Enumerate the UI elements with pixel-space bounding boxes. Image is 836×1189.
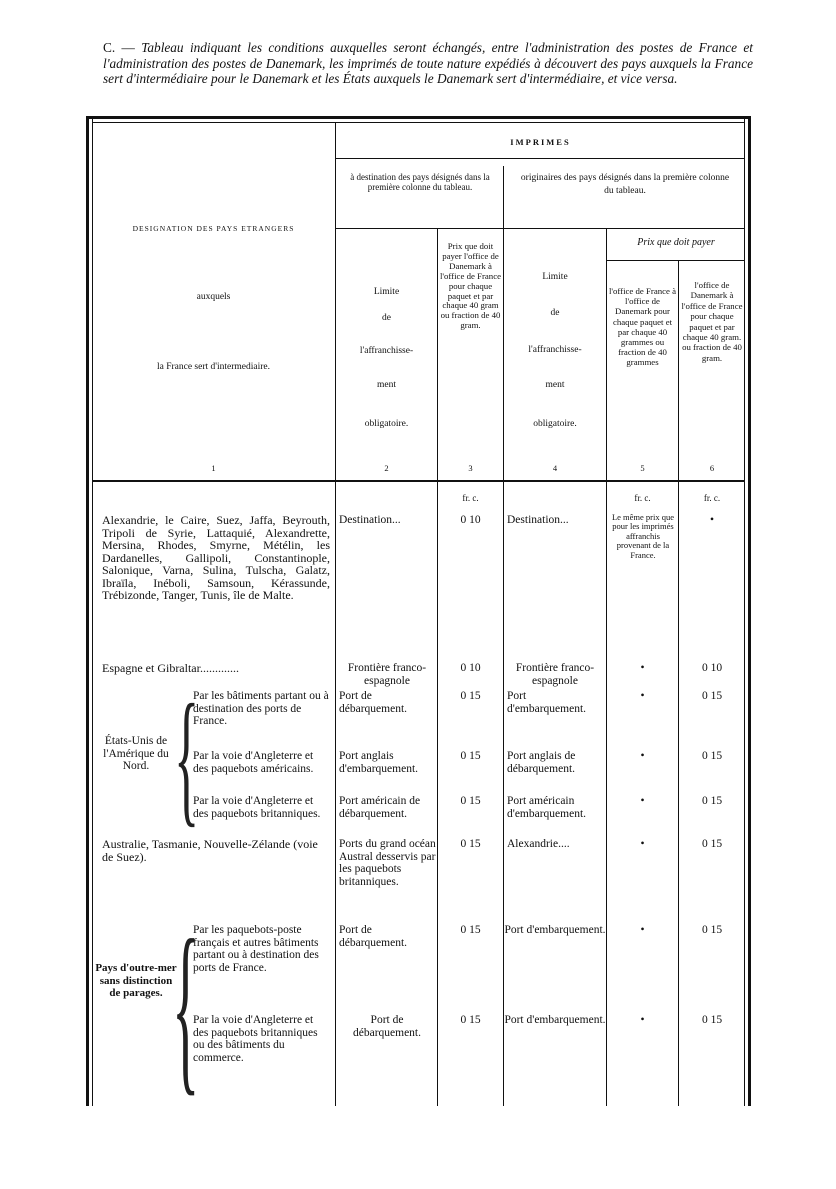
header-col2-line: l'affranchisse- xyxy=(359,346,414,356)
row-limite-origine: Alexandrie.... xyxy=(507,838,570,850)
header-col1-sub: la France sert d'intermediaire. xyxy=(156,362,271,372)
row-limite-origine: Port américain d'embarquement. xyxy=(507,795,587,820)
unit-col3: fr. c. xyxy=(462,493,479,503)
row-prix-col6: 0 15 xyxy=(701,924,723,936)
row-limite-destination: Port de débarquement. xyxy=(352,1014,421,1039)
row-prix-col6: 0 15 xyxy=(701,1014,723,1026)
table-caption xyxy=(103,40,753,87)
row-sub-label: Par la voie d'Angleterre et des paquebots britanniques. xyxy=(193,795,321,820)
row-limite-origine: Port d'embarquement. xyxy=(507,690,587,715)
col-sep-3 xyxy=(503,166,504,1106)
header-col4-line: l'affranchisse- xyxy=(528,345,582,355)
row-prix-col5: • xyxy=(640,838,645,850)
table-border-right xyxy=(748,116,751,1106)
row-prix-col5: • xyxy=(640,750,645,762)
row-country: Australie, Tasmanie, Nouvelle-Zélande (voie de Suez). xyxy=(102,837,318,864)
col-sep-1 xyxy=(335,122,336,1106)
row-prix-col3: 0 15 xyxy=(460,838,481,850)
header-line-prix xyxy=(607,260,745,261)
row-country: Alexandrie, le Caire, Suez, Jaffa, Beyrouth, Tripoli de Syrie, Lattaquié, Alexandrette, Mersina, Rhodes, Smyrne, Métélin, les Dardanelles, Gallipoli, Constantinople, Salonique, Varna, Sulina, Tulscha, Galatz, Ibraïla, Inéboli, Samsoun, Kérassunde, Trébizonde, Tanger, Tunis, île de Malte. xyxy=(102,513,330,602)
table-border-right-inner xyxy=(744,116,745,1106)
header-col1-num: 1 xyxy=(211,463,216,473)
row-limite-destination: Port américain de débarquement. xyxy=(339,795,421,820)
header-col2-line: Limite xyxy=(373,287,400,297)
brace-left: { xyxy=(172,902,200,1112)
table-border-left xyxy=(86,116,89,1106)
brace-left: { xyxy=(174,674,200,840)
row-prix-col3: 0 10 xyxy=(460,514,481,526)
row-prix-col3: 0 15 xyxy=(460,795,481,807)
header-imprimes: IMPRIMES xyxy=(510,137,571,147)
header-line-imprimes xyxy=(336,158,745,159)
row-prix-col5: • xyxy=(640,1014,645,1026)
header-col2-num: 2 xyxy=(384,463,389,473)
header-col4-line: de xyxy=(550,308,560,318)
row-sub-label: Par les paquebots-poste français et autres bâtiments partant ou à destination des ports de France. xyxy=(193,924,319,974)
header-group-origine: originaires des pays désignés dans la première colonne du tableau. xyxy=(520,173,730,196)
unit-col6: fr. c. xyxy=(703,493,721,503)
row-prix-col3: 0 10 xyxy=(460,662,481,674)
row-prix-col6: 0 15 xyxy=(701,795,723,807)
header-col4-num: 4 xyxy=(552,463,558,473)
header-prix-group: Prix que doit payer xyxy=(637,237,715,248)
row-prix-col5: • xyxy=(640,795,645,807)
header-col2-line: ment xyxy=(377,380,396,390)
row-prix-col5: Le même prix que pour les imprimés affranchis provenant de la France. xyxy=(611,512,675,560)
row-limite-destination: Destination... xyxy=(339,514,401,526)
row-prix-col5: • xyxy=(640,690,645,702)
row-prix-col3: 0 15 xyxy=(460,1014,481,1026)
header-col6: l'office de Danemark à l'office de France pour chaque paquet et par chaque 40 gram. ou fraction de 40 gram. xyxy=(681,280,743,363)
row-limite-destination: Port de débarquement. xyxy=(339,690,408,715)
row-prix-col6: 0 15 xyxy=(701,838,723,850)
unit-col5: fr. c. xyxy=(634,493,651,503)
header-col2-line: de xyxy=(382,313,391,323)
row-sub-label: Par les bâtiments partant ou à destination des ports de France. xyxy=(193,690,329,727)
row-prix-col3: 0 15 xyxy=(460,924,481,936)
row-prix-col5: • xyxy=(640,924,645,936)
row-limite-origine: Destination... xyxy=(507,514,569,526)
header-col4-line: ment xyxy=(545,380,565,390)
row-prix-col3: 0 15 xyxy=(460,690,481,702)
row-prix-col3: 0 15 xyxy=(460,750,481,762)
header-col3: Prix que doit payer l'office de Danemark à l'office de France pour chaque paquet et par chaque 40 gram ou fraction de 40 gram. xyxy=(439,241,501,331)
row-country: Espagne et Gibraltar............. xyxy=(102,661,239,675)
header-col3-num: 3 xyxy=(468,463,473,473)
table-border-left-inner xyxy=(92,116,93,1106)
row-prix-col5: • xyxy=(640,662,645,674)
row-limite-origine: Port d'embarquement. xyxy=(504,924,606,936)
row-prix-col6: 0 10 xyxy=(701,662,723,674)
table-border-top-inner xyxy=(92,122,745,123)
row-limite-destination: Frontière franco-espagnole xyxy=(347,662,427,687)
header-bottom-line xyxy=(92,480,745,482)
header-col5: l'office de France à l'office de Danemark pour chaque paquet et par chaque 40 grammes ou fraction de 40 grammes xyxy=(608,286,677,368)
table-border-top xyxy=(86,116,751,119)
header-group-destination: à destination des pays désignés dans la première colonne du tableau. xyxy=(350,172,490,192)
row-prix-col6: 0 15 xyxy=(701,690,723,702)
header-col1-title: DESIGNATION DES PAYS ETRANGERS xyxy=(132,224,295,233)
row-prix-col6: 0 15 xyxy=(701,750,723,762)
row-limite-destination: Port de débarquement. xyxy=(339,924,408,949)
row-prix-col6: • xyxy=(709,514,715,526)
row-limite-destination: Ports du grand océan Austral desservis par les paquebots britanniques. xyxy=(339,838,436,888)
header-col6-num: 6 xyxy=(709,463,715,473)
caption-label: C. — xyxy=(103,40,135,55)
header-col4-line: obligatoire. xyxy=(533,419,577,429)
row-sub-label: Par la voie d'Angleterre et des paquebots américains. xyxy=(193,750,314,775)
row-limite-origine: Port d'embarquement. xyxy=(504,1014,606,1026)
row-limite-origine: Port anglais de débarquement. xyxy=(507,750,576,775)
row-limite-origine: Frontière franco-espagnole xyxy=(515,662,595,687)
header-line-groups xyxy=(336,228,745,229)
row-group-label: Pays d'outre-mer sans distinction de parages. xyxy=(95,962,177,999)
caption-text: Tableau indiquant les conditions auxquelles seront échangés, entre l'administration des postes de France et l'administration des postes de Danemark, les imprimés de toute nature expédiés à découvert des pays auxquels la France sert d'intermédiaire pour le Danemark et les États auxquels le Danemark sert d'intermédiaire, et vice versa. xyxy=(103,40,753,86)
row-group-label: États-Unis de l'Amérique du Nord. xyxy=(103,735,169,772)
row-limite-destination: Port anglais d'embarquement. xyxy=(339,750,419,775)
header-col2-line: obligatoire. xyxy=(364,419,409,429)
col-sep-5 xyxy=(678,260,679,1106)
header-col4-line: Limite xyxy=(542,272,568,282)
header-col1-auxquels: auxquels xyxy=(196,292,231,302)
header-col5-num: 5 xyxy=(640,463,645,473)
row-sub-label: Par la voie d'Angleterre et des paquebots britanniques ou des bâtiments du commerce. xyxy=(193,1014,318,1064)
